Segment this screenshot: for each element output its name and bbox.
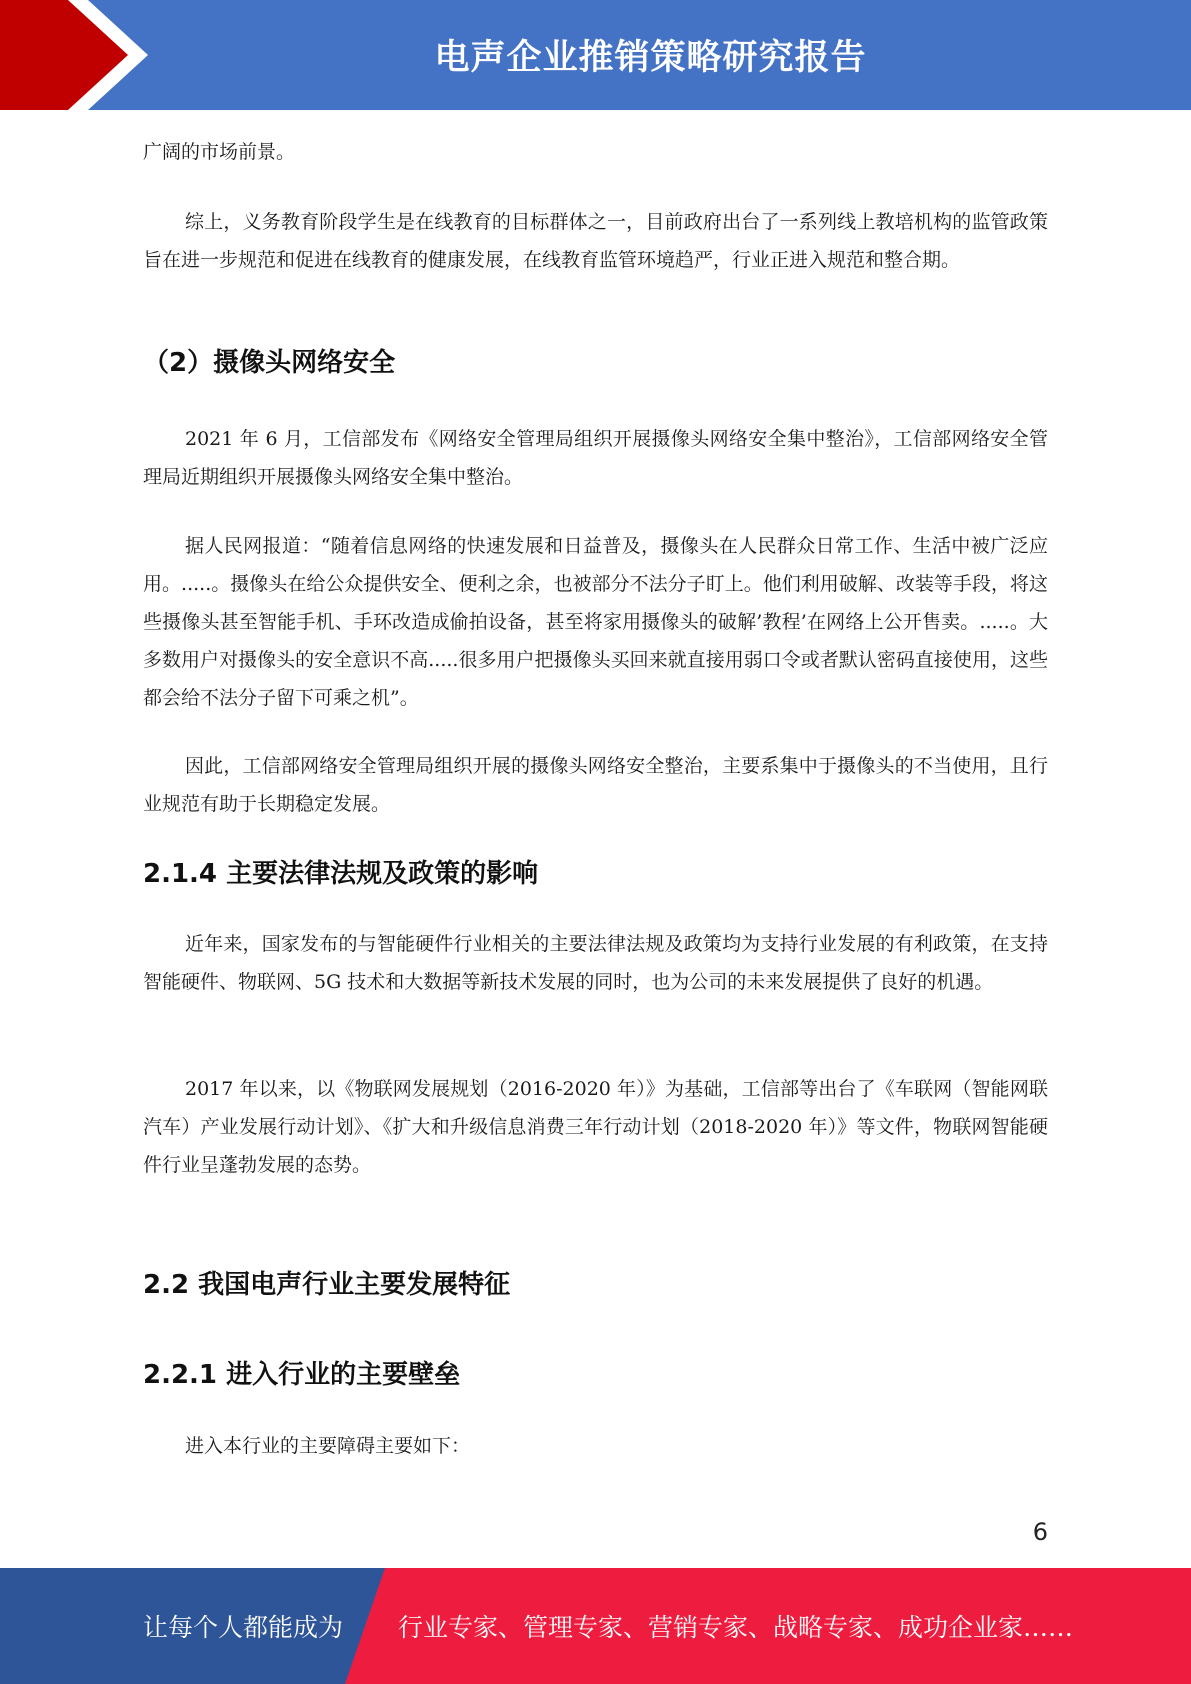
header-banner <box>0 0 1191 110</box>
paragraph: 近年来，国家发布的与智能硬件行业相关的主要法律法规及政策均为支持行业发展的有利政策，在支持智能硬件、物联网、5G 技术和大数据等新技术发展的同时，也为公司的未来发展提供了良好的机遇。 <box>143 933 1048 993</box>
document-title: 电声企业推销策略研究报告 <box>434 38 867 78</box>
section-heading: 2.1.4 主要法律法规及政策的影响 <box>143 859 539 889</box>
section-heading: 2.2 我国电声行业主要发展特征 <box>143 1270 511 1300</box>
paragraph: 进入本行业的主要障碍主要如下： <box>185 1435 471 1457</box>
header-arrow-accent <box>0 0 150 110</box>
paragraph: 综上，义务教育阶段学生是在线教育的目标群体之一，目前政府出台了一系列线上教培机构的监管政策旨在进一步规范和促进在线教育的健康发展，在线教育监管环境趋严，行业正进入规范和整合期。 <box>143 211 1048 271</box>
section-heading: （2）摄像头网络安全 <box>143 348 396 378</box>
page-number: 6 <box>1032 1518 1048 1546</box>
footer-slogan-right: 行业专家、管理专家、营销专家、战略专家、成功企业家…… <box>398 1613 1074 1642</box>
paragraph: 据人民网报道：“随着信息网络的快速发展和日益普及，摄像头在人民群众日常工作、生活中被广泛应用。.....。摄像头在给公众提供安全、便利之余，也被部分不法分子盯上。他们利用破解、改装等手段，将这些摄像头甚至智能手机、手环改造成偷拍设备，甚至将家用摄像头的破解’教程’在网络上公开售卖。.....。大多数用户对摄像头的安全意识不高.....很多用户把摄像头买回来就直接用弱口令或者默认密码直接使用，这些都会给不法分子留下可乘之机”。 <box>143 535 1048 709</box>
paragraph: 2017 年以来，以《物联网发展规划（2016-2020 年）》为基础，工信部等出台了《车联网（智能网联汽车）产业发展行动计划》、《扩大和升级信息消费三年行动计划（2018-2020 年）》等文件，物联网智能硬件行业呈蓬勃发展的态势。 <box>143 1078 1048 1176</box>
paragraph: 广阔的市场前景。 <box>143 141 296 163</box>
section-heading: 2.2.1 进入行业的主要壁垒 <box>143 1360 461 1390</box>
paragraph: 2021 年 6 月，工信部发布《网络安全管理局组织开展摄像头网络安全集中整治》，工信部网络安全管理局近期组织开展摄像头网络安全集中整治。 <box>143 428 1048 488</box>
paragraph: 因此，工信部网络安全管理局组织开展的摄像头网络安全整治，主要系集中于摄像头的不当使用，且行业规范有助于长期稳定发展。 <box>143 755 1048 815</box>
footer-slogan-left: 让每个人都能成为 <box>143 1613 344 1642</box>
